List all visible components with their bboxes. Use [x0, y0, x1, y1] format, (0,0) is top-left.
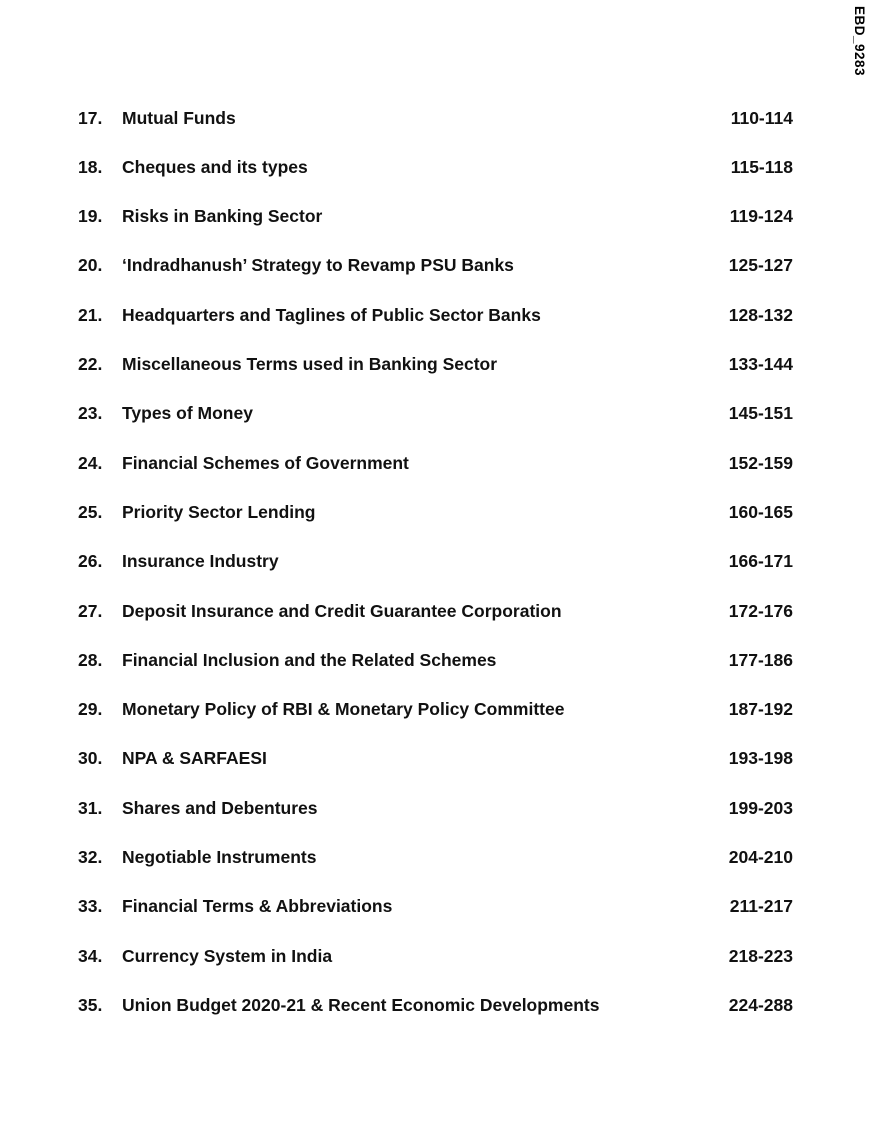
toc-entry-pages: 125-127: [728, 255, 793, 276]
toc-entry-pages: 199-203: [728, 797, 793, 818]
toc-entry: [78, 537, 793, 586]
toc-entry-title: Miscellaneous Terms used in Banking Sector: [122, 354, 498, 375]
table-of-contents: [78, 93, 793, 1030]
toc-entry-title: Monetary Policy of RBI & Monetary Policy Committee: [122, 699, 565, 720]
toc-entry-title: Currency System in India: [122, 945, 333, 966]
toc-entry: [78, 685, 793, 734]
toc-entry-number: 25.: [78, 501, 103, 522]
toc-entry-title: Insurance Industry: [122, 551, 279, 572]
toc-entry-title: Risks in Banking Sector: [122, 206, 323, 227]
toc-entry-title: Types of Money: [122, 403, 253, 424]
toc-entry-pages: 166-171: [728, 551, 793, 572]
toc-entry-number: 20.: [78, 255, 103, 276]
toc-entry-pages: 152-159: [728, 452, 793, 473]
toc-entry: [78, 389, 793, 438]
toc-entry-title: ‘Indradhanush’ Strategy to Revamp PSU Banks: [122, 255, 514, 276]
toc-entry-title: Cheques and its types: [122, 156, 308, 177]
toc-entry-number: 30.: [78, 748, 103, 769]
toc-entry-title: Priority Sector Lending: [122, 501, 316, 522]
toc-entry-number: 21.: [78, 304, 103, 325]
toc-entry-pages: 172-176: [728, 600, 793, 621]
toc-entry-number: 28.: [78, 649, 103, 670]
toc-entry: [78, 734, 793, 783]
toc-entry: [78, 980, 793, 1029]
toc-entry-pages: 119-124: [729, 206, 793, 227]
edition-code-watermark: EBD_9283: [852, 6, 867, 77]
toc-entry-pages: 187-192: [728, 699, 793, 720]
toc-entry: [78, 93, 793, 142]
toc-entry-pages: 160-165: [728, 501, 793, 522]
toc-entry-number: 24.: [78, 452, 103, 473]
toc-entry: [78, 142, 793, 191]
toc-entry-number: 22.: [78, 354, 103, 375]
toc-entry: [78, 241, 793, 290]
toc-entry-title: Deposit Insurance and Credit Guarantee Corporation: [122, 600, 562, 621]
toc-entry-pages: 128-132: [728, 304, 793, 325]
toc-entry-number: 27.: [78, 600, 103, 621]
toc-entry-title: Financial Schemes of Government: [122, 452, 409, 473]
toc-entry: [78, 339, 793, 388]
toc-entry: [78, 487, 793, 536]
toc-entry-number: 26.: [78, 551, 103, 572]
toc-entry: [78, 931, 793, 980]
toc-entry: [78, 192, 793, 241]
toc-entry-number: 34.: [78, 945, 103, 966]
toc-entry: [78, 438, 793, 487]
toc-entry-title: NPA & SARFAESI: [122, 748, 267, 769]
toc-entry-title: Shares and Debentures: [122, 797, 318, 818]
toc-entry-pages: 115-118: [730, 156, 793, 177]
toc-entry-pages: 193-198: [728, 748, 793, 769]
toc-entry: [78, 783, 793, 832]
toc-entry-pages: 218-223: [728, 945, 793, 966]
toc-entry-number: 35.: [78, 994, 103, 1015]
toc-entry-pages: 224-288: [728, 994, 793, 1015]
toc-entry-number: 18.: [78, 156, 103, 177]
toc-entry-number: 32.: [78, 847, 103, 868]
toc-entry-pages: 133-144: [728, 354, 793, 375]
toc-entry: [78, 882, 793, 931]
toc-entry: [78, 586, 793, 635]
toc-entry-title: Financial Terms & Abbreviations: [122, 896, 393, 917]
toc-entry-title: Headquarters and Taglines of Public Sector Banks: [122, 304, 541, 325]
toc-entry-pages: 110-114: [730, 107, 793, 128]
toc-entry-title: Union Budget 2020-21 & Recent Economic Developments: [122, 994, 600, 1015]
toc-entry-number: 31.: [78, 797, 103, 818]
toc-entry-pages: 177-186: [728, 649, 793, 670]
toc-entry-number: 19.: [78, 206, 103, 227]
toc-entry: [78, 832, 793, 881]
toc-entry-pages: 211-217: [729, 896, 793, 917]
toc-entry-pages: 204-210: [728, 847, 793, 868]
toc-entry-title: Negotiable Instruments: [122, 847, 317, 868]
toc-entry-pages: 145-151: [728, 403, 793, 424]
toc-entry-number: 33.: [78, 896, 103, 917]
toc-entry-title: Financial Inclusion and the Related Schemes: [122, 649, 497, 670]
toc-entry-number: 29.: [78, 699, 103, 720]
toc-entry: [78, 290, 793, 339]
toc-entry: [78, 635, 793, 684]
toc-entry-number: 23.: [78, 403, 103, 424]
toc-entry-title: Mutual Funds: [122, 107, 236, 128]
toc-entry-number: 17.: [78, 107, 103, 128]
